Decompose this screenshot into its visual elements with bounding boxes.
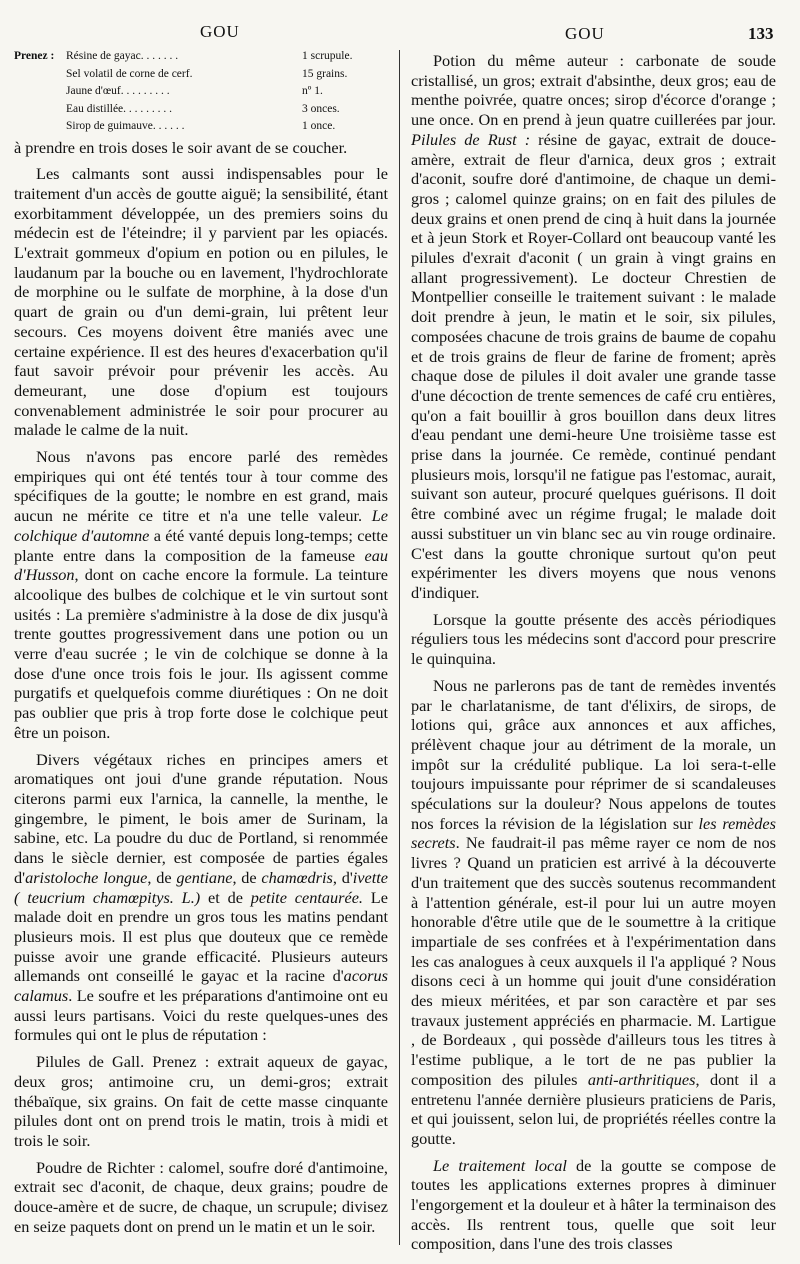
prescription-lead: Prenez : xyxy=(14,50,55,62)
prescription-row xyxy=(14,66,388,84)
italic-term: Pilules de Rust : xyxy=(411,129,531,149)
prescription-row xyxy=(14,48,388,66)
italic-term: chamœdris xyxy=(261,867,333,887)
prescription-row xyxy=(14,118,388,136)
prescription-item: Sirop de guimauve. . . . . . xyxy=(66,120,185,132)
page-number: 133 xyxy=(748,24,774,43)
prescription-item: Sel volatil de corne de cerf. xyxy=(66,67,193,80)
paragraph: Nous n'avons pas encore parlé des remèdes empiriques qui ont été tentés tour à tour comme des spécifiques de la goutte; le nombre en est grand, mais aucun ne mérite ce titre et n'a une telle valeur. Le colchique d'automne a été vanté depuis long-temps; cette plante entre dans la composition de la fameuse eau d'Husson, dont on cache encore la formule. La teinture alcoolique des bulbes de colchique et le vin surtout sont usités : La première s'administre à la dose de dix jusqu'à trente gouttes progressivement dans une potion ou un verre d'eau sucrée ; le vin de colchique se donne à la dose d'une once trois fois le jour. Ils agissent comme purgatifs et quelquefois comme diurétiques : On ne doit pas oublier que pris à trop forte dose le colchique peut être un poison. xyxy=(14,447,388,742)
paragraph: Nous ne parlerons pas de tant de remèdes inventés par le charlatanisme, de tant d'élixirs, de sirops, de lotions qui, grâce aux annonces et aux affiches, prélèvent chaque jour au détriment de la morale, un impôt sur la crédulité publique. La loi sera-t-elle toujours impuissante pour réprimer de si scandaleuses spéculations sur la douleur? Nous appelons de toutes nos forces la révision de la législation sur les remèdes secrets. Ne faudrait-il pas même rayer ce nom de nos livres ? Quand un praticien est arrivé à la découverte d'un traitement que des succès soutenus recommandent à l'attention générale, est-il pour lui un autre moyen honorable d'être utile que de le soumettre à la critique impartiale de ses confrées et à l'expérimentation dans les cas analogues à ceux auxquels il l'a appliqué ? Nous disons ceci à un homme qui jouit d'une considération des mieux méritées, et par son caractère et par ses travaux justement appréciés en pharmacie. M. Lartigue , de Bordeaux , qui possède d'ailleurs tous les titres à l'estime publique, a le tort de ne pas publier la composition des pilules anti-arthritiques, dont il a entretenu l'année dernière plusieurs praticiens de Paris, et qui jouissent, selon lui, de propriétés réelles contre la goutte. xyxy=(411,675,776,1148)
italic-term: Le traitement local xyxy=(433,1155,567,1175)
italic-term: eau d'Husson xyxy=(14,545,388,585)
italic-term: petite centaurée. xyxy=(250,887,363,907)
prescription-qty: 15 grains. xyxy=(302,67,348,80)
italic-term: Le colchique d'automne xyxy=(14,506,388,545)
italic-term: acorus calamus xyxy=(14,966,388,1006)
paragraph: Poudre de Richter : calomel, soufre doré d'antimoine, extrait sec d'aconit, de chaque, deux grains; poudre de douce-amère et de sucre, de chaque, un scrupule; divisez en seize paquets dont on prend un le matin et un le soir. xyxy=(14,1157,388,1236)
paragraph: à prendre en trois doses le soir avant de se coucher. xyxy=(14,137,348,157)
prescription-item: Eau distillée. . . . . . . . . xyxy=(66,102,173,115)
header-left-title: GOU xyxy=(200,22,240,41)
prescription-row xyxy=(14,101,388,119)
prescription-item: Résine de gayac. . . . . . . xyxy=(66,50,179,62)
column-divider xyxy=(399,50,400,1245)
italic-term: ivette ( teucrium chamœpitys. L.) xyxy=(14,867,389,907)
prescription-qty: 1 once. xyxy=(302,120,336,132)
header-right-title: GOU xyxy=(565,24,605,43)
paragraph: Lorsque la goutte présente des accès périodiques réguliers tous les médecins sont d'accord pour prescrire le quinquina. xyxy=(411,609,776,669)
italic-term: les remèdes secrets xyxy=(411,813,776,853)
prescription-qty: nº 1. xyxy=(302,85,323,97)
paragraph: Pilules de Gall. Prenez : extrait aqueux de gayac, deux gros; antimoine cru, un demi-gros; extrait thébaïque, six grains. On fait de cette masse cinquante pilules dont ont on prend trois le matin, trois à midi et trois le soir. xyxy=(14,1052,388,1150)
italic-term: aristoloche longue xyxy=(25,867,148,887)
paragraph: Divers végétaux riches en principes amers et aromatiques ont joui d'une grande réputation. Nous citerons parmi eux l'arnica, la cannelle, la menthe, le gingembre, le piment, le bois amer de Surinam, la sabine, etc. La poudre du duc de Portland, si renommée dans le siècle dernier, est composée de parties égales d'aristoloche longue, de gentiane, de chamœdris, d'ivette ( teucrium chamœpitys. L.) et de petite centaurée. Le malade doit en prendre un gros tous les matins pendant plusieurs mois. Il est plus que douteux que ce remède puisse avoir une grande efficacité. Plusieurs auteurs allemands ont conseillé le gayac et la racine d'acorus calamus. Le soufre et les préparations d'antimoine ont eu aussi leurs partisans. Voici du reste quelques-unes des formules qui ont le plus de réputation : xyxy=(14,749,389,1045)
running-header xyxy=(0,18,800,46)
prescription-row xyxy=(14,83,388,101)
paragraph: Les calmants sont aussi indispensables pour le traitement d'un accès de goutte aiguë; la sensibilité, étant exorbitamment développée, un des premiers soins du médecin est de l'éteindre; il y parvient par les opiacés. L'extrait gommeux d'opium en potion ou en pilules, le laudanum par la bouche ou en lavement, l'hydrochlorate de morphine ou le sulfate de morphine, à la dose d'un quart de grain ou d'un demi-grain, lui prêtent leur secours. Ces moyens doivent être maniés avec une certaine expérience. Il est des heures d'exacerbation qu'il faut savoir prévoir pour prévenir les accès. Au demeurant, une dose d'opium est toujours convenablement administrée le soir pour procurer au malade le calme de la nuit. xyxy=(14,164,388,440)
left-column xyxy=(14,48,388,1243)
prescription-qty: 3 onces. xyxy=(302,102,340,115)
prescription-item: Jaune d'œuf. . . . . . . . . xyxy=(66,85,170,97)
paragraph: Potion du même auteur : carbonate de soude cristallisé, un gros; extrait d'absinthe, deux gros; eau de menthe poivrée, quatre onces; sirop d'écorce d'orange ; une once. On en prend à jeun quatre cuillerées par jour. Pilules de Rust : résine de gayac, extrait de douce-amère, extrait de fleur d'arnica, deux gros ; extrait d'aconit, soufre doré d'antimoine, de chaque un demi-gros ; calomel quinze grains; on en fait des pilules de deux grains et onen prend de cinq à huit dans la journée et à jeun Stork et Royer-Collard ont beaucoup vanté les pilules d'exrait d'aconit ( un grain à vingt grains en allant progressivement). Le docteur Chrestien de Montpellier conseille le traitement suivant : le malade doit prendre à jeun, le matin et le soir, six pilules, composées chacune de trois grains de baume de copahu et de trois grains de fleur de farine de froment; après chaque dose de pilules il doit avaler une grande tasse d'une décoction de trente semences de café cru entières, qu'on a fait bouillir à gros bouillon dans deux litres d'eau pendant une demi-heure Une troisième tasse est prise dans la journée. Ce remède, continué pendant plusieurs mois, lorsqu'il ne fatigue pas l'estomac, aurait, suivant son auteur, procuré quelques guérisons. Il doit être combiné avec un régime frugal; le malade doit aussi substituer un vin blanc sec au vin rouge ordinaire. C'est dans la goutte chronique surtout qu'on peut expérimenter les divers moyens que nous venons d'indiquer. xyxy=(411,51,776,602)
italic-term: gentiane xyxy=(176,867,233,887)
paragraph: Le traitement local de la goutte se compose de toutes les applications externes propres à diminuer l'engorgement et la douleur et à hâter la terminaison des accès. Ils rentrent tous, quelle que soit leur composition, dans l'une des trois classes xyxy=(411,1155,776,1254)
prescription-block xyxy=(14,48,388,136)
italic-term: anti-arthritiques xyxy=(587,1069,696,1089)
prescription-qty: 1 scrupule. xyxy=(302,50,353,62)
right-column xyxy=(411,51,776,1261)
